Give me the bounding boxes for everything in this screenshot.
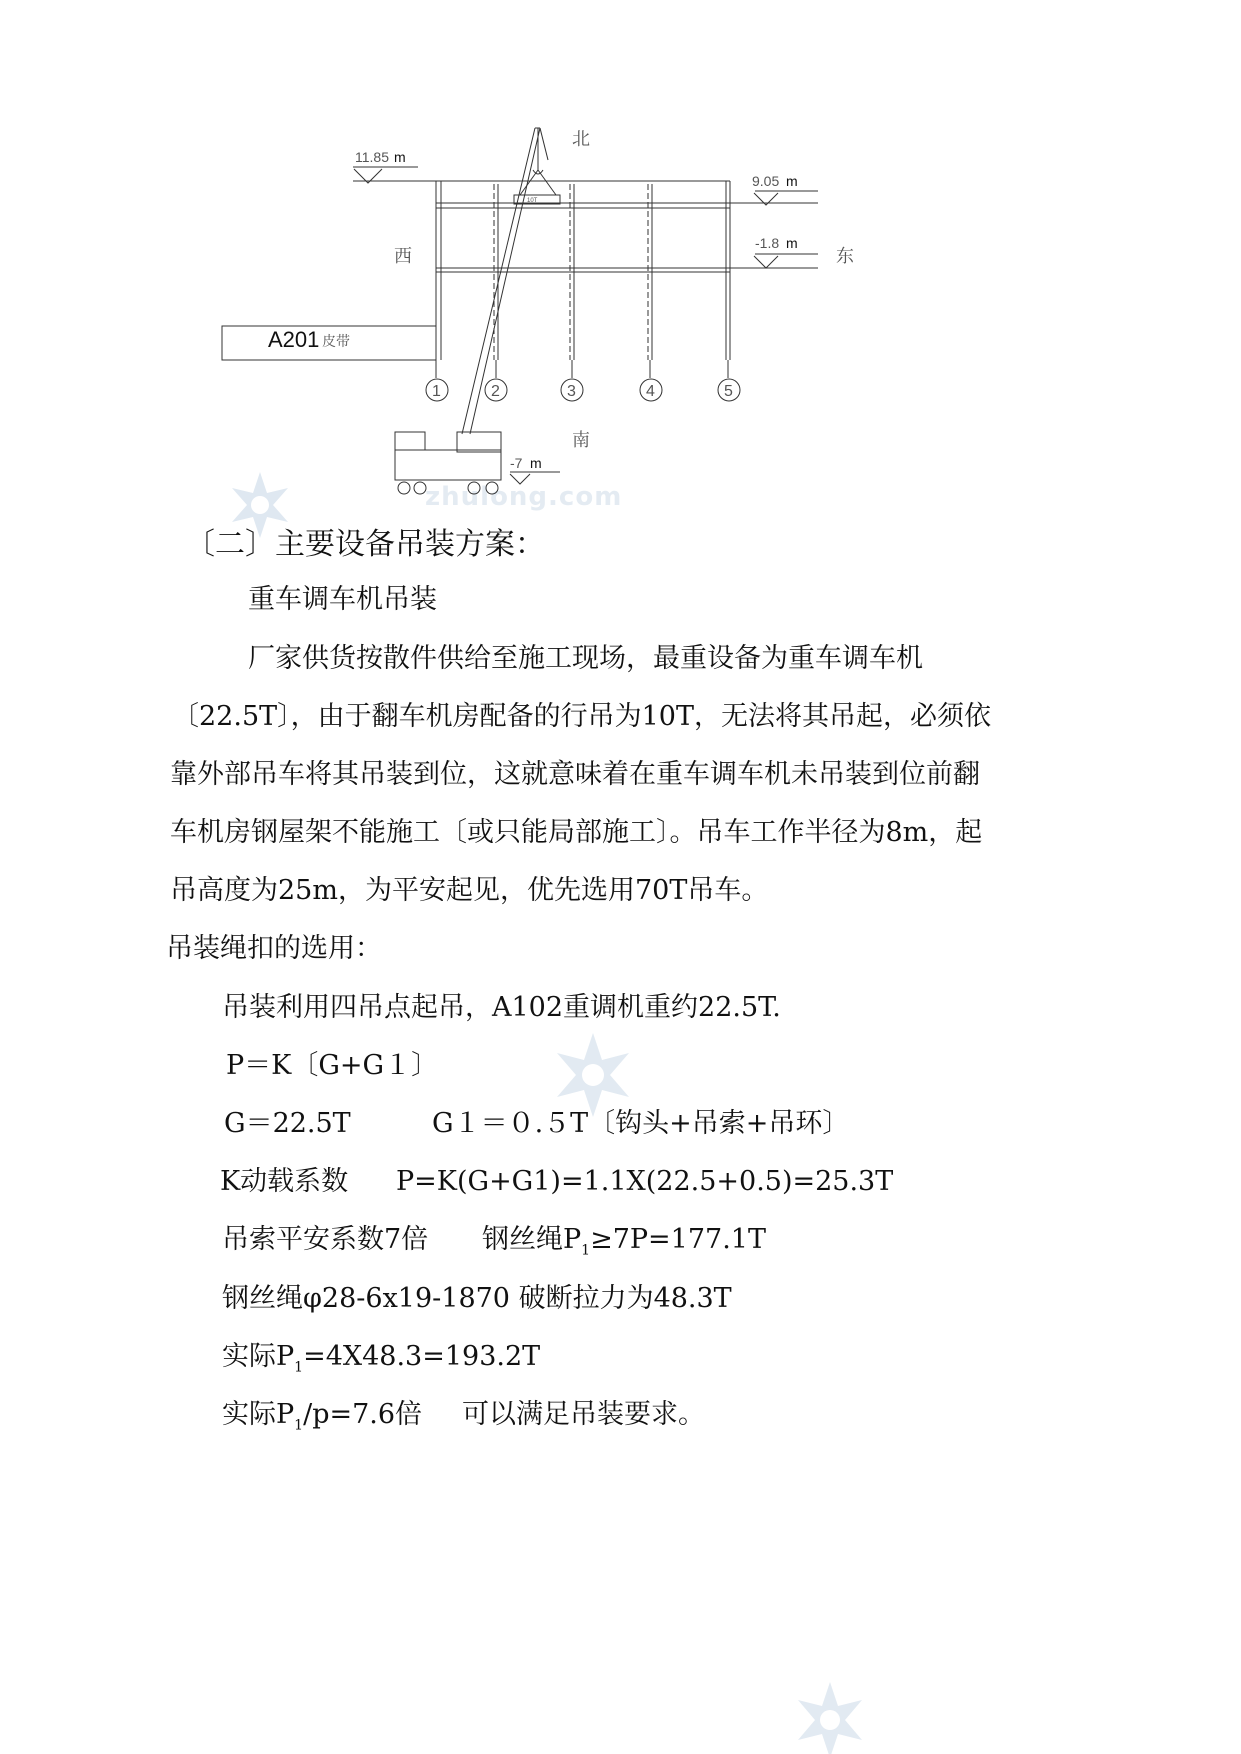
unit-label: m [394,149,406,165]
calc-line: G＝22.5T [224,1108,351,1139]
axis-number: 3 [567,383,576,400]
watermark-text: zhulong.com [425,482,623,512]
subscript: 1 [294,1417,304,1434]
axis-number: 4 [646,383,655,400]
paragraph-line: 靠外部吊车将其吊装到位，这就意味着在重车调车机未吊装到位前翻 [170,759,980,790]
east-label: 东 [836,246,854,266]
rope-heading: 吊装绳扣的选用： [166,933,382,964]
unit-label: m [786,173,798,189]
axis-number: 2 [491,383,500,400]
calc-line [222,1399,422,1434]
subscript: 1 [294,1359,304,1376]
calc-line: G１＝０.５T〔钩头+吊索+吊环〕 [432,1108,850,1139]
calc-text: 钢丝绳P [482,1224,582,1255]
belt-code: A201 [268,327,320,352]
subscript: 1 [581,1242,591,1259]
calc-conclusion: 可以满足吊装要求。 [462,1399,705,1430]
axis-number: 5 [724,383,733,400]
unit-label: m [786,235,798,251]
elevation-mid-right: -1.8 [755,235,780,251]
watermark-logo [548,1030,638,1120]
calc-line: 吊索平安系数7倍 [222,1224,429,1255]
paragraph-line: 〔22.5T〕，由于翻车机房配备的行吊为10T，无法将其吊起，必须依 [172,701,991,732]
calc-line: P=K(G+G1)=1.1X(22.5+0.5)=25.3T [396,1166,894,1197]
elevation-top-right: 9.05 [752,173,780,189]
calc-line: 吊装利用四吊点起吊，A102重调机重约22.5T. [222,992,781,1023]
calc-line [222,1341,540,1376]
calc-line [482,1224,766,1259]
watermark-logo [790,1680,870,1754]
elevation-top-left: 11.85 [355,149,389,165]
axis-number: 1 [432,383,441,400]
calc-text: =4X48.3=193.2T [303,1341,541,1372]
calc-line: 钢丝绳φ28-6x19-1870 破断拉力为48.3T [222,1283,732,1314]
paragraph-line: 车机房钢屋架不能施工〔或只能局部施工〕。吊车工作半径为8m，起 [170,817,983,848]
north-label: 北 [572,129,590,149]
paragraph-line: 吊高度为25m，为平安起见，优先选用70T吊车。 [170,875,769,906]
section-heading: 〔二〕主要设备吊装方案： [185,527,545,562]
south-label: 南 [572,430,590,450]
unit-label: m [530,455,542,471]
subheading: 重车调车机吊装 [248,584,437,615]
hoisting-diagram [0,0,1241,560]
elevation-crane: -7 [510,455,523,471]
calc-text: /p=7.6倍 [303,1399,423,1430]
calc-formula: P＝K〔G+G１〕 [226,1050,439,1081]
calc-text: 实际P [222,1341,295,1372]
hoist-label: 10T [527,198,538,204]
west-label: 西 [394,246,412,266]
calc-text: ≥7P=177.1T [590,1224,766,1255]
calc-text: 实际P [222,1399,295,1430]
paragraph-line: 厂家供货按散件供给至施工现场，最重设备为重车调车机 [248,643,923,674]
calc-line: K动载系数 [220,1166,349,1197]
belt-label: 皮带 [322,333,350,349]
